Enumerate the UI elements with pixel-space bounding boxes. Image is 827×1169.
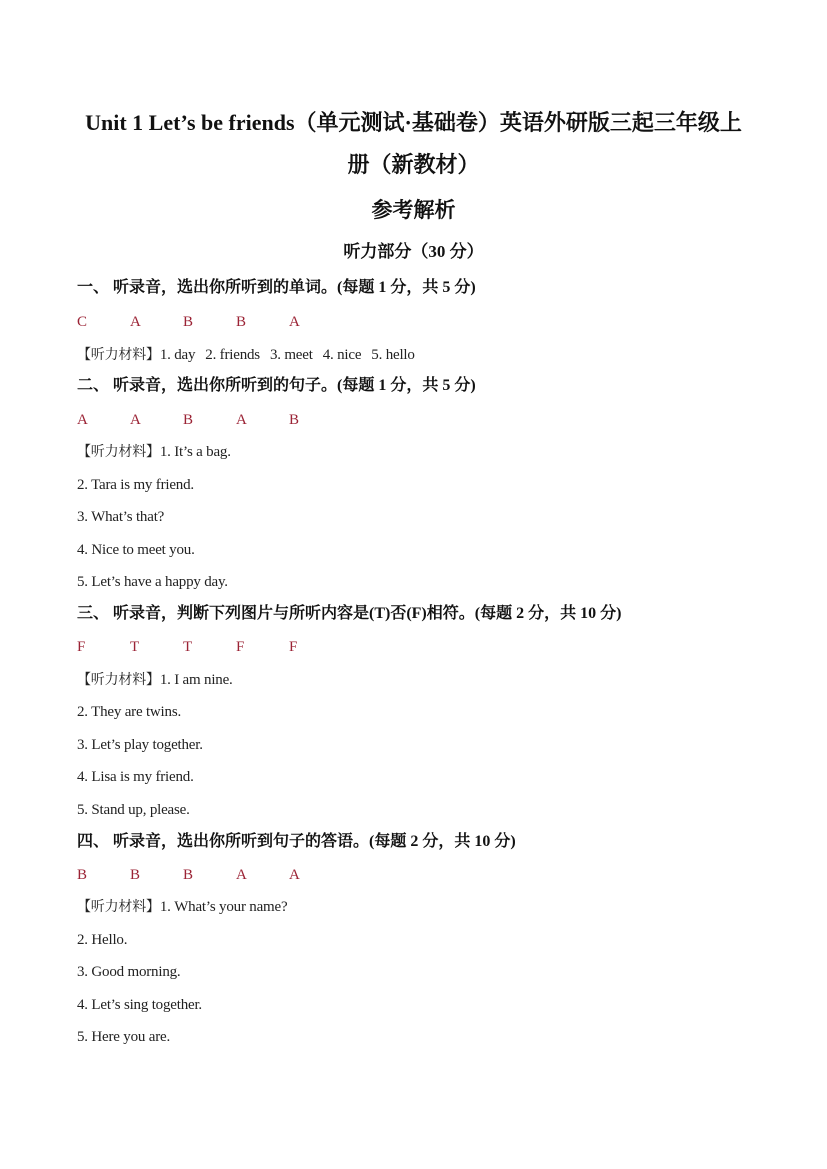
material-line-text: 1. It’s a bag. (159, 444, 231, 460)
section-1-heading: 一、 听录音，选出你所听到的单词。(每题 1 分，共 5 分) (77, 279, 476, 296)
answer: A (236, 412, 247, 428)
section-1-material (77, 345, 425, 365)
answer: A (289, 867, 300, 883)
material-item: 4. nice (322, 347, 362, 363)
section-4-material-line: 3. Good morning. (77, 964, 181, 980)
material-label: 【听力材料】 (77, 347, 160, 363)
section-4-material-line (77, 897, 287, 917)
answer: T (183, 639, 193, 655)
part-title: 听力部分（30 分） (343, 242, 484, 261)
answer: B (77, 867, 88, 883)
answer: F (77, 639, 86, 655)
section-4-answers (77, 865, 342, 885)
section-3-answers (77, 637, 342, 657)
section-2-material-line: 2. Tara is my friend. (77, 477, 194, 493)
section-2-material-line: 4. Nice to meet you. (77, 542, 195, 558)
material-label: 【听力材料】 (77, 672, 160, 688)
section-2-answers (77, 410, 342, 430)
section-4-material-line: 2. Hello. (77, 932, 128, 948)
answer: B (236, 314, 247, 330)
answer: F (236, 639, 245, 655)
material-label: 【听力材料】 (77, 899, 160, 915)
section-2-heading: 二、 听录音，选出你所听到的句子。(每题 1 分，共 5 分) (77, 377, 476, 394)
document-title-line1: Unit 1 Let’s be friends（单元测试·基础卷）英语外研版三起三年级上 (85, 110, 742, 135)
answer: A (289, 314, 300, 330)
answer: A (130, 412, 141, 428)
material-label: 【听力材料】 (77, 444, 160, 460)
answer: A (77, 412, 88, 428)
section-3-material-line: 2. They are twins. (77, 704, 182, 720)
document-subtitle: 参考解析 (371, 198, 456, 222)
section-1-answers (77, 312, 342, 332)
section-4-material-line: 4. Let’s sing together. (77, 997, 202, 1013)
answer: C (77, 314, 88, 330)
material-item: 3. meet (269, 347, 313, 363)
answer: T (130, 639, 140, 655)
answer: B (183, 867, 194, 883)
material-line-text: 1. I am nine. (159, 672, 233, 688)
section-4-heading: 四、 听录音，选出你所听到句子的答语。(每题 2 分，共 10 分) (77, 833, 516, 850)
material-line-text: 1. What’s your name? (159, 899, 288, 915)
section-3-material-line: 5. Stand up, please. (77, 802, 190, 818)
material-item: 1. day (159, 347, 196, 363)
section-3-heading: 三、 听录音，判断下列图片与所听内容是(T)否(F)相符。(每题 2 分，共 10 分) (77, 605, 622, 622)
answer: A (130, 314, 141, 330)
section-3-material-line (77, 670, 233, 690)
section-3-material-line: 3. Let’s play together. (77, 737, 203, 753)
answer: F (289, 639, 298, 655)
answer: B (289, 412, 300, 428)
material-item: 2. friends (205, 347, 260, 363)
answer: A (236, 867, 247, 883)
section-4-material-line: 5. Here you are. (77, 1029, 171, 1045)
section-2-material-line: 3. What’s that? (77, 509, 165, 525)
answer: B (183, 412, 194, 428)
section-3-material-line: 4. Lisa is my friend. (77, 769, 194, 785)
section-2-material-line: 5. Let’s have a happy day. (77, 574, 228, 590)
document-title-line2: 册（新教材） (347, 152, 480, 177)
section-2-material-line (77, 442, 231, 462)
answer: B (130, 867, 141, 883)
answer: B (183, 314, 194, 330)
material-item: 5. hello (371, 347, 415, 363)
